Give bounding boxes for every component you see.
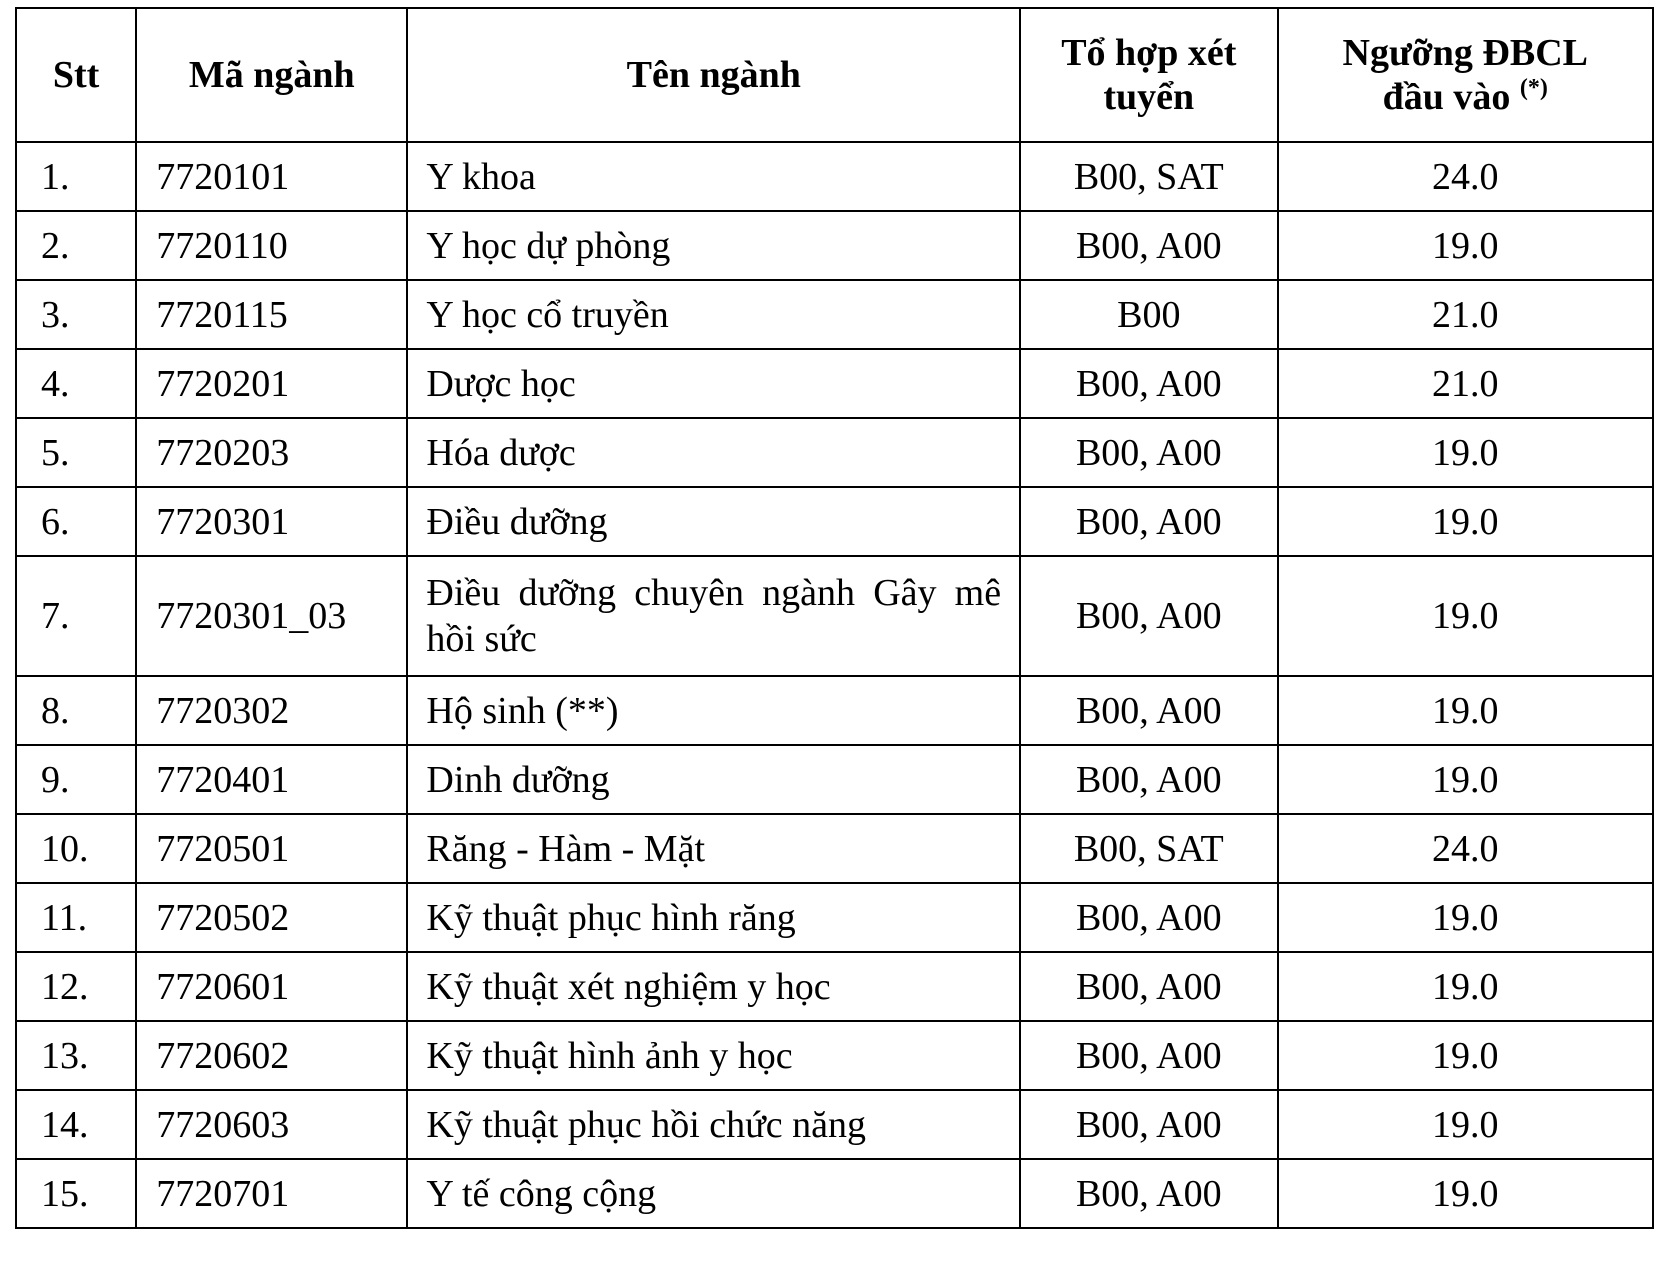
header-threshold <box>1278 8 1654 142</box>
cell-code: 7720302 <box>136 676 407 745</box>
cell-combo: B00, A00 <box>1020 211 1277 280</box>
table-row <box>16 142 1653 211</box>
cell-name: Kỹ thuật phục hồi chức năng <box>407 1090 1020 1159</box>
cell-combo: B00, A00 <box>1020 883 1277 952</box>
admissions-table <box>15 7 1654 1229</box>
header-threshold-line2-wrap <box>1279 75 1653 119</box>
cell-code: 7720401 <box>136 745 407 814</box>
cell-combo: B00, A00 <box>1020 487 1277 556</box>
cell-score: 19.0 <box>1278 676 1654 745</box>
cell-score: 19.0 <box>1278 1021 1654 1090</box>
table-row <box>16 883 1653 952</box>
cell-name: Hộ sinh (**) <box>407 676 1020 745</box>
cell-combo: B00, A00 <box>1020 676 1277 745</box>
cell-stt: 14. <box>16 1090 136 1159</box>
table-row <box>16 556 1653 676</box>
cell-score: 19.0 <box>1278 952 1654 1021</box>
cell-stt: 15. <box>16 1159 136 1228</box>
table-header <box>16 8 1653 142</box>
cell-code: 7720502 <box>136 883 407 952</box>
cell-stt: 9. <box>16 745 136 814</box>
cell-stt: 6. <box>16 487 136 556</box>
table-body <box>16 142 1653 1228</box>
table-row <box>16 1090 1653 1159</box>
header-combo <box>1020 8 1277 142</box>
cell-code: 7720110 <box>136 211 407 280</box>
cell-code: 7720101 <box>136 142 407 211</box>
header-code: Mã ngành <box>136 8 407 142</box>
cell-code: 7720603 <box>136 1090 407 1159</box>
table-row <box>16 487 1653 556</box>
cell-score: 19.0 <box>1278 1090 1654 1159</box>
cell-stt: 2. <box>16 211 136 280</box>
cell-combo: B00, A00 <box>1020 556 1277 676</box>
table-row <box>16 349 1653 418</box>
cell-stt: 11. <box>16 883 136 952</box>
cell-code: 7720602 <box>136 1021 407 1090</box>
cell-stt: 1. <box>16 142 136 211</box>
cell-score: 24.0 <box>1278 814 1654 883</box>
cell-code: 7720701 <box>136 1159 407 1228</box>
cell-code: 7720301 <box>136 487 407 556</box>
cell-score: 21.0 <box>1278 280 1654 349</box>
cell-score: 19.0 <box>1278 487 1654 556</box>
cell-name: Dinh dưỡng <box>407 745 1020 814</box>
cell-score: 19.0 <box>1278 883 1654 952</box>
cell-name: Điều dưỡng <box>407 487 1020 556</box>
cell-score: 21.0 <box>1278 349 1654 418</box>
cell-stt: 4. <box>16 349 136 418</box>
cell-code: 7720601 <box>136 952 407 1021</box>
table-row <box>16 418 1653 487</box>
cell-name: Hóa dược <box>407 418 1020 487</box>
cell-code: 7720301_03 <box>136 556 407 676</box>
cell-combo: B00, A00 <box>1020 745 1277 814</box>
cell-score: 19.0 <box>1278 745 1654 814</box>
cell-score: 24.0 <box>1278 142 1654 211</box>
header-threshold-line1: Ngưỡng ĐBCL <box>1342 32 1588 74</box>
cell-combo: B00, A00 <box>1020 1090 1277 1159</box>
cell-score: 19.0 <box>1278 211 1654 280</box>
cell-name: Y học cổ truyền <box>407 280 1020 349</box>
cell-stt: 13. <box>16 1021 136 1090</box>
cell-combo: B00, A00 <box>1020 1159 1277 1228</box>
cell-stt: 5. <box>16 418 136 487</box>
header-name: Tên ngành <box>407 8 1020 142</box>
cell-combo: B00, A00 <box>1020 1021 1277 1090</box>
cell-name: Dược học <box>407 349 1020 418</box>
cell-name: Y học dự phòng <box>407 211 1020 280</box>
cell-combo: B00, A00 <box>1020 349 1277 418</box>
cell-combo: B00, A00 <box>1020 418 1277 487</box>
header-threshold-note: (*) <box>1519 75 1548 101</box>
cell-score: 19.0 <box>1278 418 1654 487</box>
cell-stt: 10. <box>16 814 136 883</box>
cell-combo: B00, SAT <box>1020 142 1277 211</box>
table-row <box>16 1021 1653 1090</box>
cell-name: Y khoa <box>407 142 1020 211</box>
cell-code: 7720115 <box>136 280 407 349</box>
cell-name: Kỹ thuật phục hình răng <box>407 883 1020 952</box>
cell-code: 7720203 <box>136 418 407 487</box>
header-row <box>16 8 1653 142</box>
table-row <box>16 952 1653 1021</box>
header-threshold-line2: đầu vào <box>1382 76 1511 118</box>
cell-stt: 8. <box>16 676 136 745</box>
cell-name: Y tế công cộng <box>407 1159 1020 1228</box>
cell-score: 19.0 <box>1278 1159 1654 1228</box>
table-row <box>16 211 1653 280</box>
table-row <box>16 1159 1653 1228</box>
cell-code: 7720501 <box>136 814 407 883</box>
cell-stt: 12. <box>16 952 136 1021</box>
cell-name: Răng - Hàm - Mặt <box>407 814 1020 883</box>
cell-code: 7720201 <box>136 349 407 418</box>
cell-stt: 7. <box>16 556 136 676</box>
cell-combo: B00 <box>1020 280 1277 349</box>
cell-name: Kỹ thuật hình ảnh y học <box>407 1021 1020 1090</box>
table-row <box>16 280 1653 349</box>
header-combo-line1: Tổ hợp xét <box>1061 32 1237 74</box>
table-row <box>16 814 1653 883</box>
table-row <box>16 676 1653 745</box>
cell-name: Điều dưỡng chuyên ngành Gây mê hồi sức <box>407 556 1020 676</box>
cell-stt: 3. <box>16 280 136 349</box>
header-combo-line2: tuyển <box>1103 76 1195 118</box>
cell-combo: B00, SAT <box>1020 814 1277 883</box>
cell-combo: B00, A00 <box>1020 952 1277 1021</box>
table-row <box>16 745 1653 814</box>
cell-name: Kỹ thuật xét nghiệm y học <box>407 952 1020 1021</box>
cell-score: 19.0 <box>1278 556 1654 676</box>
header-stt: Stt <box>16 8 136 142</box>
